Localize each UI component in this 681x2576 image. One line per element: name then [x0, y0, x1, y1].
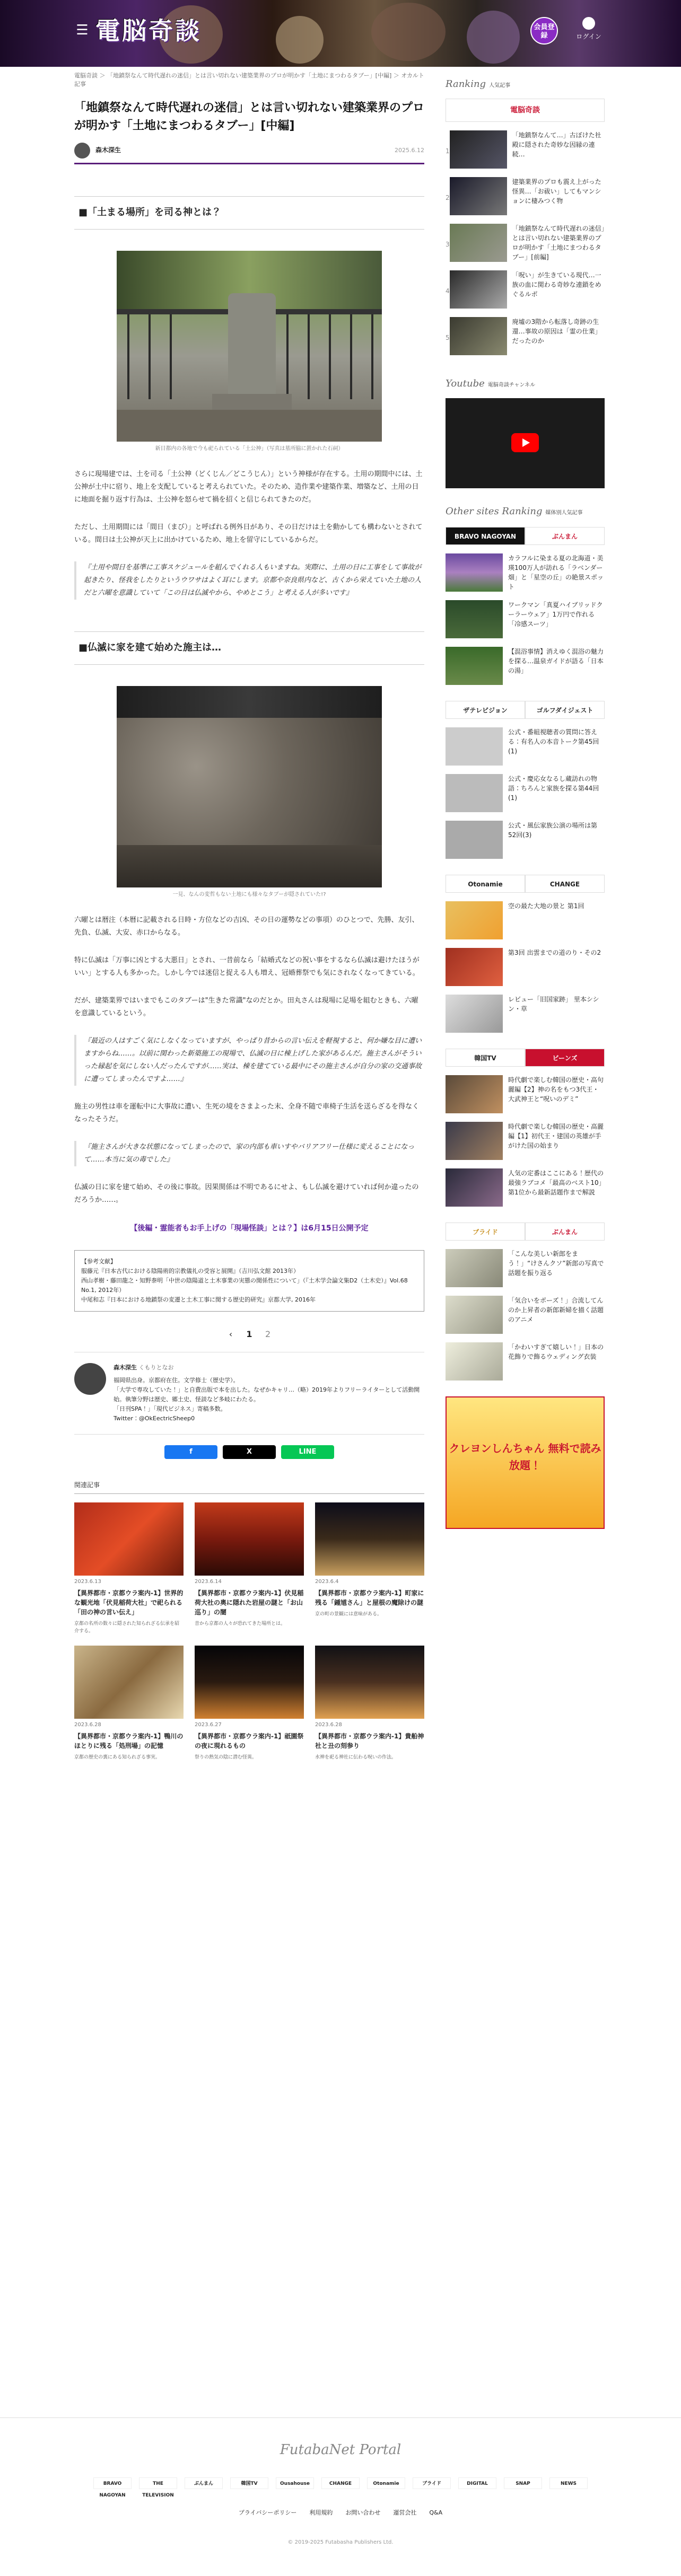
tab-golf[interactable]: ゴルフダイジェスト	[525, 701, 605, 719]
breadcrumb-text[interactable]: 電脳奇談 ＞ 「地鎮祭なんて時代遅れの迷信」とは言い切れない建築業界のプロが明かす「土地にまつわるタブー」[中編] ＞ オカルト記事	[74, 72, 424, 87]
ad-banner[interactable]	[446, 1396, 605, 1529]
partner-logo[interactable]: CHANGE	[321, 2477, 360, 2489]
ranking-item[interactable]: 2 建築業界のプロも震え上がった怪異…「お祓い」してもマンションに棲みつく物	[446, 177, 605, 215]
other-site-item[interactable]: 空の最た大地の景と 第1回	[446, 901, 605, 939]
other-site-item[interactable]: 公式・番組視聴者の質問に答える：有名人の本音トーク第45回(1)	[446, 727, 605, 766]
partner-logo[interactable]: ぶんまん	[185, 2477, 223, 2489]
other-site-item[interactable]: 「かわいすぎて嬉しい！」日本の花飾りで飾るウェディング衣装	[446, 1342, 605, 1381]
other-site-item[interactable]: 時代劇で楽しむ韓国の歴史・高麗編【1】初代王・建国の英雄が手がけた国の始まり	[446, 1122, 605, 1160]
section-heading: ■「土まる場所」を司る神とは？	[74, 196, 424, 230]
ranking-item[interactable]: 3 「地鎮祭なんて時代遅れの迷信」とは言い切れない建築業界のプロが明かす「土地にまつわるタブー」[前編]	[446, 225, 605, 261]
photo-caption: 新目都内の各地で今も祀られている「土公神」（写真は墓所脇に置かれた石祠）	[155, 445, 344, 452]
photo-caption: 一見、なんの変哲もない土地にも様々なタブーが隠されていた!?	[172, 891, 326, 898]
body-paragraph: 施主の男性は車を運転中に大事故に遭い、生死の境をさまよった末、全身不随で車椅子生活を送らざるを得なくなったそうだ。	[74, 1102, 420, 1123]
author-photo[interactable]	[74, 1363, 106, 1395]
pagination	[74, 1327, 424, 1341]
interview-quote: 『土用や間日を基準に工事スケジュールを組んでくれる人もいますね。実際に、土用の日に工事をして事故が起きたり、怪我をしたりというウワサはよく耳にします。京都や奈良県内など、古くから栄えていた土地の人だと六曜を意識していて「この日は仏滅やから、やめとこう」と考える人が多いです』	[74, 561, 424, 600]
related-excerpt: 京都の歴史の裏にある知られざる事実。	[74, 1754, 161, 1760]
member-register-button[interactable]: 会員登録	[530, 17, 558, 45]
share-buttons	[74, 1445, 424, 1459]
related-excerpt: 祭りの熱気の陰に潜む怪異。	[195, 1754, 257, 1760]
partner-logo[interactable]: THE TELEVISION	[139, 2477, 177, 2489]
related-thumbnail[interactable]	[315, 1646, 424, 1719]
body-paragraph: 仏滅の日に家を建て始め、その後に事故。因果関係は不明であるにせよ、もし仏滅を避けていれば何か違ったのだろうか……。	[74, 1183, 419, 1204]
publish-date: 2025.6.12	[395, 147, 424, 154]
partner-logo[interactable]: NEWS	[549, 2477, 588, 2489]
company-link[interactable]: 運営会社	[393, 2509, 417, 2516]
youtube-heading: Youtube 電脳奇談チャンネル	[446, 378, 536, 390]
site-logo[interactable]: 電脳奇談	[95, 16, 202, 45]
tab-bravo-nagoyan[interactable]: BRAVO NAGOYAN	[446, 527, 525, 545]
article-photo-ground	[117, 686, 382, 887]
tab-change[interactable]: CHANGE	[525, 875, 605, 893]
page-2-button[interactable]: 2	[265, 1329, 271, 1339]
site-footer	[0, 2417, 681, 2576]
avatar[interactable]	[74, 143, 90, 159]
body-paragraph: ただし、土用期間には「間日（まび）」と呼ばれる例外日があり、その日だけは土を動かしても構わないとされている。間日は土公神が天上に出かけているため、地上を留守にしているからだ。	[74, 523, 423, 544]
login-button[interactable]	[575, 17, 602, 42]
breadcrumb[interactable]	[74, 72, 424, 89]
author-name[interactable]: 森木深生	[95, 146, 121, 154]
related-grid	[74, 1502, 424, 1761]
prev-page-button[interactable]: ‹	[229, 1329, 233, 1339]
header-decoration	[276, 16, 324, 64]
related-title[interactable]: 【異界都市・京都ウラ案内-1】貴船神社と丑の刻参り	[315, 1732, 424, 1749]
header-decoration	[467, 11, 520, 64]
other-site-item[interactable]: 公式・慶応女なるし蔵訪れの物語：ちろんと家族を探る第44回(1)	[446, 774, 605, 812]
related-title[interactable]: 【異界都市・京都ウラ案内-1】世界的な観光地「伏見稲荷大社」で祀られる「田の神の言い伝え」	[74, 1589, 184, 1616]
login-label: ログイン	[576, 33, 601, 40]
related-card[interactable]	[315, 1646, 424, 1761]
site-header	[0, 0, 681, 67]
partner-logos	[0, 2477, 681, 2498]
ranking-heading: Ranking 人気記事	[446, 78, 511, 90]
tab-bunman[interactable]: ぶんまん	[525, 527, 605, 545]
profile-text: 福岡県出身。京都府在住。文学修士（歴史学）。 「大学で専攻していた！」と自費出版で本を出した。なぜかキャリ…（略）2019年よりフリーライターとして活動開始。執筆分野は歴史、郷土史、怪談など多岐にわたる。 「日刊SPA！」「現代ビジネス」寄稿多数。 Twitter：@OkEectricSheep0	[114, 1376, 420, 1422]
related-excerpt: 京都の名所の数々に隠された知られざる伝承を紹介する。	[74, 1621, 180, 1634]
line-share-button[interactable]: LINE	[281, 1445, 334, 1459]
other-site-item[interactable]: 「こんな美しい新郎をまう！」“けさんクソ”新郎の写真で話題を振り返る	[446, 1249, 605, 1287]
partner-logo[interactable]: ブライド	[413, 2477, 451, 2489]
related-thumbnail[interactable]	[74, 1502, 184, 1576]
copyright: © 2019-2025 Futabasha Publishers Ltd.	[287, 2539, 394, 2546]
references-box: 【参考文献】 服藤元『日本古代における陰陽術的宗教儀礼の受容と展開』（吉川弘文館 2013年） 西山孝樹・藤田龍之・知野泰明「中世の陰陽道と土木事業の実態の関係性について」（『土木学会論文集D2（土木史）』Vol.68 No.1, 2012年） 中尾和志『日本における地鎮祭の変遷と土木工事に関する歴史的研究』京都大学, 2016年	[74, 1250, 424, 1312]
ranking-tab[interactable]: 電脳奇談	[446, 99, 605, 122]
related-heading: 関連記事	[74, 1480, 424, 1494]
other-sites-tabs	[446, 527, 605, 545]
related-date: 2023.6.13	[74, 1578, 101, 1585]
related-title[interactable]: 【異界都市・京都ウラ案内-1】伏見稲荷大社の奥に隠れた岩屋の謎と「お山巡り」の闇	[195, 1589, 304, 1616]
related-date: 2023.6.28	[315, 1721, 342, 1728]
site-tabs-5	[446, 1223, 605, 1241]
related-thumbnail[interactable]	[315, 1502, 424, 1576]
article-title: 「地鎮祭なんて時代遅れの迷信」とは言い切れない建築業界のプロが明かす「土地にまつわるタブー」[中編]	[74, 101, 425, 133]
related-title[interactable]: 【異界都市・京都ウラ案内-1】祇園祭の夜に現れるもの	[195, 1732, 304, 1749]
profile-kana: くもりとなお	[138, 1364, 174, 1371]
other-site-item[interactable]: 公式・風伝家族公演の場所は第52回(3)	[446, 821, 605, 859]
partner-logo[interactable]: BRAVO NAGOYAN	[93, 2477, 132, 2489]
related-title[interactable]: 【異界都市・京都ウラ案内-1】鴨川のほとりに残る「処刑場」の記憶	[74, 1732, 184, 1749]
tab-the-television[interactable]: ザテレビジョン	[446, 701, 525, 719]
body-paragraph: さらに現場建では、土を司る「土公神（どくじん／どこうじん）」という神様が存在する。土用の期間中には、土公神が土中に宿り、地上を支配していると考えられていた。そのため、造作業や建築作業、増築など、土用の日に地面を掘り返す行為は、土公神を怒らせて禍を招くと信じられてきたのだ。	[74, 470, 423, 504]
other-site-item[interactable]: 人気の定番はここにある！歴代の最強ラブコメ「最高のベスト10」第1位から最新話題作まで解説	[446, 1168, 605, 1207]
body-paragraph: 六曜とは暦注（本暦に記載される日時・方位などの吉凶、その日の運勢などの事項）のひとつで、先勝、友引、先負、仏滅、大安、赤口からなる。	[74, 916, 419, 937]
site-tabs-4	[446, 1049, 605, 1067]
related-date: 2023.6.27	[195, 1721, 222, 1728]
site-tabs-2	[446, 701, 605, 719]
contact-link[interactable]: お問い合わせ	[345, 2509, 381, 2516]
body-paragraph: だが、建築業界ではいまでもこのタブーは"生きた常識"なのだとか。田丸さんは現場に足場を組むときも、六曜を意識しているという。	[74, 996, 418, 1017]
related-card[interactable]	[315, 1502, 424, 1635]
tab-korea-tv[interactable]: 韓国TV	[446, 1049, 525, 1067]
interview-quote: 『施主さんが大きな状態になってしまったので、家の内部も車いすやバリアフリー仕様に変えることになって……本当に気の毒でした』	[74, 1141, 424, 1166]
related-excerpt: 昔から京都の人々が恐れてきた場所とは。	[195, 1621, 286, 1627]
page-1-button[interactable]: 1	[246, 1329, 252, 1339]
facebook-share-button[interactable]: f	[164, 1445, 217, 1459]
tab-otonamie[interactable]: Otonamie	[446, 875, 525, 893]
related-title[interactable]: 【異界都市・京都ウラ案内-1】町家に残る「鍾馗さん」と屋根の魔除けの謎	[315, 1589, 424, 1606]
portal-logo[interactable]: FutabaNet Portal	[280, 2442, 401, 2458]
partner-logo[interactable]: 韓国TV	[230, 2477, 268, 2489]
related-card[interactable]	[74, 1502, 184, 1635]
related-excerpt: 京の町の景観には意味がある。	[315, 1611, 382, 1617]
header-decoration	[371, 3, 446, 61]
footer-links	[0, 2508, 681, 2518]
related-card[interactable]	[195, 1646, 304, 1761]
ranking-item[interactable]: 1 「地鎮祭なんて…」古ぼけた社殿に隠された奇妙な因縁の連続…	[446, 130, 605, 169]
other-sites-heading: Other sites Ranking 媒体別人気記事	[446, 505, 583, 517]
other-site-item[interactable]: 【混浴事情】消えゆく混浴の魅力を探る…温泉ガイドが語る「日本の湯」	[446, 647, 605, 685]
tab-bunman-2[interactable]: ぶんまん	[525, 1223, 605, 1241]
related-thumbnail[interactable]	[195, 1502, 304, 1576]
other-site-item[interactable]: ワークマン「真夏ハイブリッドクーラーウェア」1万円で作れる「冷感スーツ」	[446, 600, 605, 638]
related-card[interactable]	[74, 1646, 184, 1761]
profile-name[interactable]: 森木深生	[114, 1364, 137, 1371]
terms-link[interactable]: 利用規約	[309, 2509, 333, 2516]
ranking-item[interactable]: 5 廃墟の3階から転落し奇跡の生還…事故の原因は「霊の仕業」だったのか	[446, 317, 605, 355]
sidebar	[446, 72, 605, 1529]
partner-logo[interactable]: DIGITAL	[458, 2477, 496, 2489]
related-thumbnail[interactable]	[195, 1646, 304, 1719]
interview-quote: 『最近の人はすごく気にしなくなっていますが、やっぱり昔からの言い伝えを軽視すると、何か嫌な目に遭いますからね……。以前に関わった新築施工の現場で、仏滅の日に棟上げした家があるんだ。施主さんがそういった縁起を気にしない人だったんですが……実は、棟を建てている最中にその施主さんが自分の家の交通事故に遭ってしまったんですよ……』	[74, 1035, 424, 1086]
x-share-button[interactable]: X	[223, 1445, 276, 1459]
site-tabs-3	[446, 875, 605, 893]
partner-logo[interactable]: SNAP	[504, 2477, 542, 2489]
related-thumbnail[interactable]	[74, 1646, 184, 1719]
article-photo-shrine	[117, 251, 382, 442]
partner-logo[interactable]: Otonamie	[367, 2477, 405, 2489]
related-date: 2023.6.28	[74, 1721, 101, 1728]
partner-logo[interactable]: Ousahouse	[276, 2477, 314, 2489]
related-date: 2023.6.4	[315, 1578, 339, 1585]
other-site-item[interactable]: レビュー「旧国家跡」 里本シシン・草	[446, 995, 605, 1033]
qa-link[interactable]: Q&A	[429, 2509, 443, 2516]
author-profile	[74, 1352, 424, 1435]
next-part-link[interactable]: 【後編・霊能者もお手上げの「現場怪談」とは？】は6月15日公開予定	[130, 1224, 369, 1233]
other-site-item[interactable]: 時代劇で楽しむ韓国の歴史・高句麗編【2】神の名をもつ3代王・大武神王と“呪いのデミ”	[446, 1075, 605, 1113]
user-icon	[582, 17, 595, 30]
related-date: 2023.6.14	[195, 1578, 222, 1585]
menu-icon[interactable]: ☰	[76, 22, 89, 38]
ranking-item[interactable]: 4 「呪い」が生きている現代…一族の血に関わる奇妙な連鎖をめぐるルポ	[446, 270, 605, 309]
related-card[interactable]	[195, 1502, 304, 1635]
other-site-item[interactable]: カラフルに染まる夏の北海道・美瑛100万人が訪れる「ラベンダー畑」と「星空の丘」の絶景スポット	[446, 553, 605, 592]
tab-bride[interactable]: ブライド	[446, 1223, 525, 1241]
privacy-link[interactable]: プライバシーポリシー	[238, 2509, 297, 2516]
tab-beans[interactable]: ビーンズ	[525, 1049, 605, 1067]
body-paragraph: 特に仏滅は「万事に凶とする大悪日」とされ、一昔前なら「結婚式などの祝い事をするなら仏滅は避けたほうがいい」とする人も多かった。しかし今では迷信と捉える人も増え、冠婚葬祭でも気にされなくなってきている。	[74, 956, 420, 977]
youtube-embed[interactable]	[446, 398, 605, 488]
author-row	[74, 143, 424, 164]
other-site-item[interactable]: 「気合いをポーズ！」合流してんのか上昇者の新郎新婦を描く話題のアニメ	[446, 1296, 605, 1334]
related-excerpt: 水神を祀る神社に伝わる呪いの作法。	[315, 1754, 397, 1760]
other-site-item[interactable]: 第3回 出雲までの道のり・その2	[446, 948, 605, 986]
article-main	[74, 72, 424, 1761]
ad-text[interactable]: クレヨンしんちゃん 無料で読み放題！	[449, 1441, 601, 1472]
play-icon[interactable]	[511, 433, 539, 452]
section-heading: ■仏滅に家を建て始めた施主は…	[74, 631, 424, 665]
